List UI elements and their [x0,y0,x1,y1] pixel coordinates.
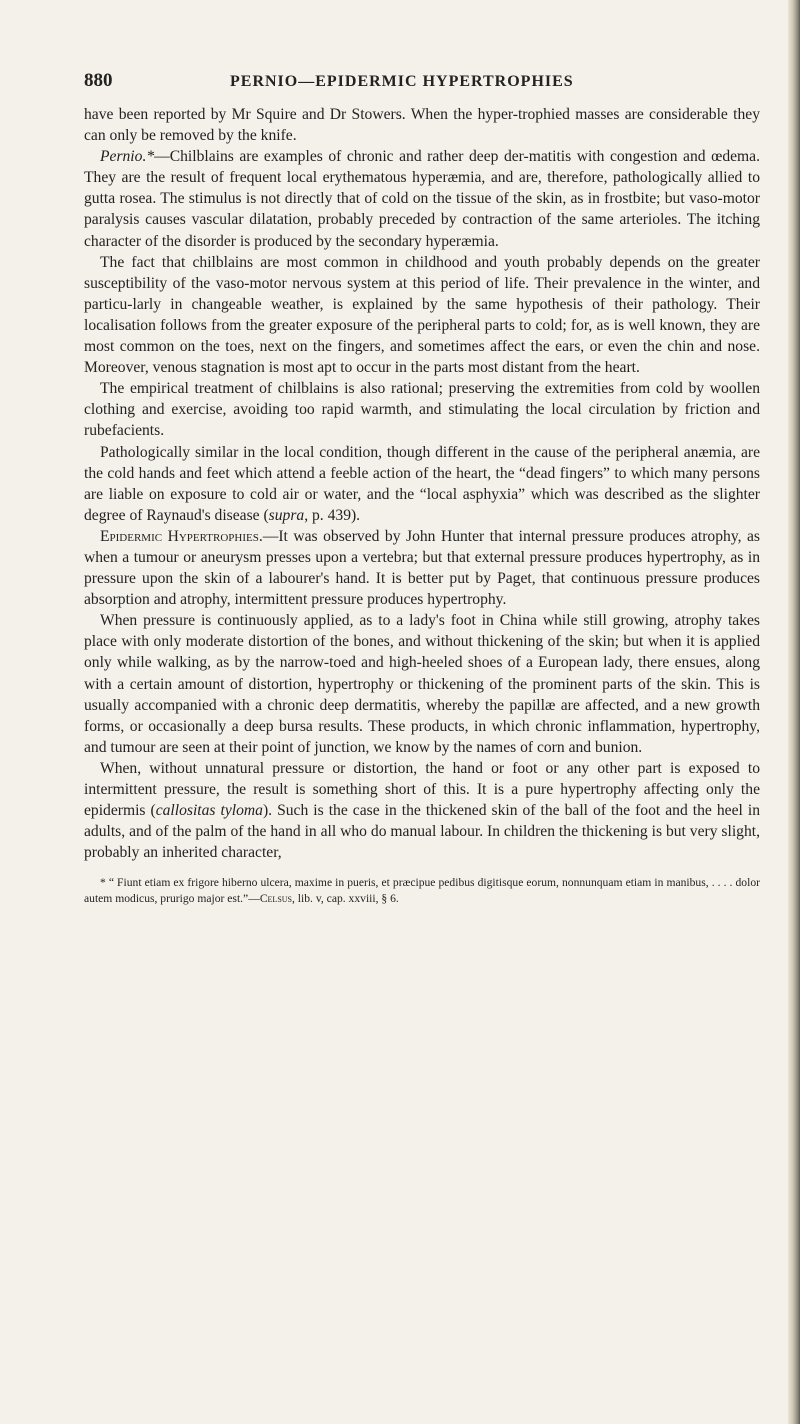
paragraph-text: Pathologically similar in the local condition, though different in the cause of the peripheral anæmia, are the cold hands and feet which attend a feeble action of the heart, the “dead fingers” to which many persons are liable on exposure to cold air or water, and the “local asphyxia” which was described as the slighter degree of Raynaud's disease ( [84,443,760,524]
paragraph-text: —Chilblains are examples of chronic and rather deep der-matitis with congestion and œdema. They are the result of frequent local erythematous hyperæmia, and are, therefore, pathologically allied to gutta rosea. The stimulus is not directly that of cold on the tissue of the skin, as in frostbite; but vaso-motor paralysis causes vascular dilatation, probably preceded by contraction of the same arterioles. The itching character of the disorder is produced by the secondary hyperæmia. [84,148,760,250]
paragraph-text: When, without unnatural pressure or distortion, the hand or foot or any other part is exposed to intermittent pressure, the result is something short of this. It is a pure hypertrophy affecting only the epidermis ( [84,759,760,820]
paragraph-continuous-pressure [84,610,760,758]
paragraph-text: have been reported by Mr Squire and Dr Stowers. When the hyper-trophied masses are considerable they can only be removed by the knife. [84,106,760,145]
section-lead-epidermic: Epidermic Hypertrophies. [100,527,263,545]
paragraph-text: —It was observed by John Hunter that internal pressure produces atrophy, as when a tumour or aneurysm presses upon a vertebra; but that external pressure produces hypertrophy, as in pressure upon the skin of a labourer's hand. It is better put by Paget, that continuous pressure produces absorption and atrophy, intermittent pressure produces hypertrophy. [84,527,760,609]
paragraph-text: ). Such is the case in the thickened skin of the ball of the foot and the heel in adults, and of the palm of the hand in all who do manual labour. In children the thickening is but very slight, probably an inherited character, [84,802,760,862]
footnote-text: * “ Fiunt etiam ex frigore hiberno ulcera, maxime in pueris, et præcipue pedibus digitisque eorum, nonnunquam etiam in manibus, . . . . dolor autem modicus, prurigo major est.”— [84,876,760,905]
paragraph-text: When pressure is continuously applied, as to a lady's foot in China while still growing, atrophy takes place with only moderate distortion of the bones, and without thickening of the skin; but when it is applied only while walking, as by the narrow-toed and high-heeled shoes of a European lady, there ensues, along with a certain amount of distortion, hypertrophy or thickening of the prominent parts of the skin. This is usually accompanied with a chronic deep dermatitis, whereby the papillæ are affected, and a new growth forms, or occasionally a deep bursa results. These products, in which chronic inflammation, hypertrophy, and tumour are seen at their point of junction, we know by the names of corn and bunion. [84,612,760,756]
paragraph-epidermic-hypertrophies [84,526,760,610]
paragraph-text: The empirical treatment of chilblains is also rational; preserving the extremities from cold by woollen clothing and exercise, avoiding too rapid warmth, and stimulating the local circulation by friction and rubefacients. [84,380,760,440]
page-number: 880 [84,70,113,91]
paragraph-chilblain-causes [84,252,760,379]
footnote-reference: , lib. v, cap. xxviii, § 6. [292,891,399,905]
paragraph-text: , p. 439). [304,506,361,524]
paragraph-intermittent-pressure [84,758,760,863]
footnote-source: Celsus [259,891,292,905]
page-header [84,70,760,96]
book-page [84,70,760,906]
paragraph-peripheral-anaemia [84,442,760,526]
paragraph-treatment [84,378,760,441]
paragraph-pernio [84,146,760,251]
italic-reference: supra [268,506,305,524]
section-lead-pernio: Pernio.* [100,148,155,166]
paragraph-continuation [84,104,760,146]
footnote [84,875,760,906]
paragraph-text: The fact that chilblains are most common in childhood and youth probably depends on the greater susceptibility of the vaso-motor nervous system at this period of life. Their prevalence in the winter, and particu-larly in changeable weather, is explained by the same hypothesis of their pathology. Their localisation follows from the greater exposure of the peripheral parts to cold; for, as is well known, they are most common on the toes, next on the fingers, and sometimes affect the ears, or even the chin and nose. Moreover, venous stagnation is most apt to occur in the parts most distant from the heart. [84,253,760,377]
running-head: PERNIO—EPIDERMIC HYPERTROPHIES [230,73,574,90]
page-edge-shadow [788,0,800,1424]
italic-term: callositas tyloma [155,802,263,820]
